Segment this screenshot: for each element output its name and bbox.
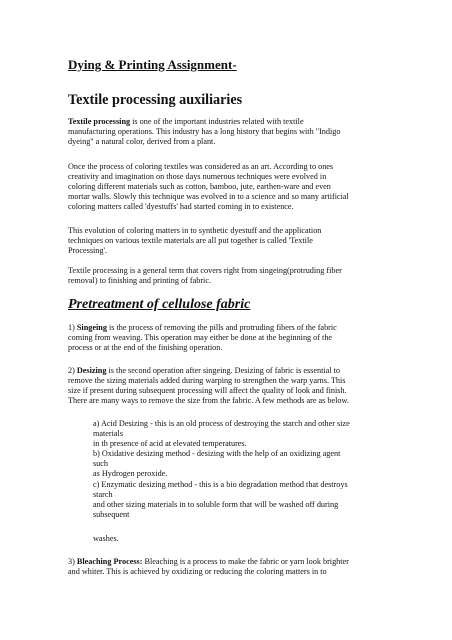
evolution-line: techniques on various textile materials are all put together is called 'Textile — [68, 236, 313, 246]
item-singeing — [68, 323, 394, 353]
singeing-line-2: coming from weaving. This operation may either be done at the beginning of the — [68, 333, 333, 343]
method-line: and other sizing materials in to soluble form that will be washed off during — [93, 499, 339, 509]
bleaching-line-2: and whiter. This is achieved by oxidizing or reducing the coloring matters in to — [68, 567, 327, 577]
intro-term: Textile processing — [68, 117, 131, 126]
history-line: Once the process of coloring textiles was considered as an art. According to ones — [68, 162, 334, 171]
desizing-line-1 — [68, 366, 394, 376]
method-line: c) Enzymatic desizing method - this is a bio degradation method that destroys — [93, 479, 348, 489]
evolution-line: This evolution of coloring matters in to synthetic dyestuff and the application — [68, 226, 322, 235]
main-heading: Textile processing auxiliaries — [68, 92, 243, 108]
item-bleaching — [68, 557, 394, 577]
evolution-line: Processing'. — [68, 246, 107, 256]
definition-line: Textile processing is a general term that covers right from singeing(protruding fiber — [68, 266, 342, 275]
bleaching-term: Bleaching Process: — [76, 557, 143, 566]
desizing-line-2: remove the sizing materials added during warping to strengthen the warp yarns. This — [68, 376, 346, 386]
singeing-rest: is the process of removing the pills and protruding fibers of the fabric — [106, 323, 337, 332]
method-line: such — [93, 459, 109, 469]
bleaching-rest: Bleaching is a process to make the fabric or yarn look brighter — [142, 557, 349, 566]
history-line: coloring matters called 'dyestuffs' had started coming in to existence. — [68, 202, 294, 212]
method-line: subsequent — [93, 509, 130, 519]
bleaching-line-1 — [68, 557, 394, 567]
paragraph-evolution — [68, 226, 394, 256]
desizing-line-4: There are many ways to remove the size from the fabric. A few methods are as below. — [68, 396, 349, 406]
intro-line-3: dyeing" a natural color, derived from a plant. — [68, 137, 216, 147]
method-line: materials — [93, 429, 124, 439]
intro-line-1 — [68, 117, 394, 127]
intro-rest: is one of the important industries related with textile — [130, 117, 304, 126]
desizing-methods-list — [93, 419, 393, 520]
history-line: coloring different materials such as cotton, bamboo, jute, earthen-ware and even — [68, 182, 331, 192]
intro-line-2: manufacturing operations. This industry has a long history that begins with "Indigo — [68, 127, 341, 137]
item-desizing — [68, 366, 394, 406]
item-number: 3) — [68, 557, 77, 566]
singeing-line-1 — [68, 323, 394, 333]
method-line: b) Oxidative desizing method - desizing with the help of an oxidizing agent — [93, 449, 341, 459]
section-heading: Pretreatment of cellulose fabric — [68, 297, 251, 312]
washes-text: washes. — [93, 534, 119, 543]
method-line: a) Acid Desizing - this is an old process of destroying the starch and other size — [93, 419, 350, 428]
history-line: creativity and imagination on those days numerous techniques were evolved in — [68, 172, 327, 182]
history-line: mortar walls. Slowly this technique was evolved in to a science and so many artificial — [68, 192, 349, 202]
method-line: in th presence of acid at elevated temperatures. — [93, 439, 247, 449]
paragraph-definition — [68, 266, 394, 286]
desizing-term: Desizing — [76, 366, 107, 375]
method-line: starch — [93, 489, 113, 499]
paragraph-history — [68, 162, 394, 212]
document-title: Dying & Printing Assignment- — [68, 57, 237, 72]
intro-paragraph — [68, 117, 394, 147]
item-number: 1) — [68, 323, 77, 332]
item-number: 2) — [68, 366, 77, 375]
desizing-rest: is the second operation after singeing. Desizing of fabric is essential to — [106, 366, 340, 375]
singeing-term: Singeing — [76, 323, 107, 332]
method-line: as Hydrogen peroxide. — [93, 469, 168, 479]
singeing-line-3: process or at the end of the finishing operation. — [68, 343, 223, 353]
definition-line: removal) to finishing and printing of fabric. — [68, 276, 212, 286]
desizing-line-3: size if present during subsequent processing will affect the quality of look and finish. — [68, 386, 347, 396]
